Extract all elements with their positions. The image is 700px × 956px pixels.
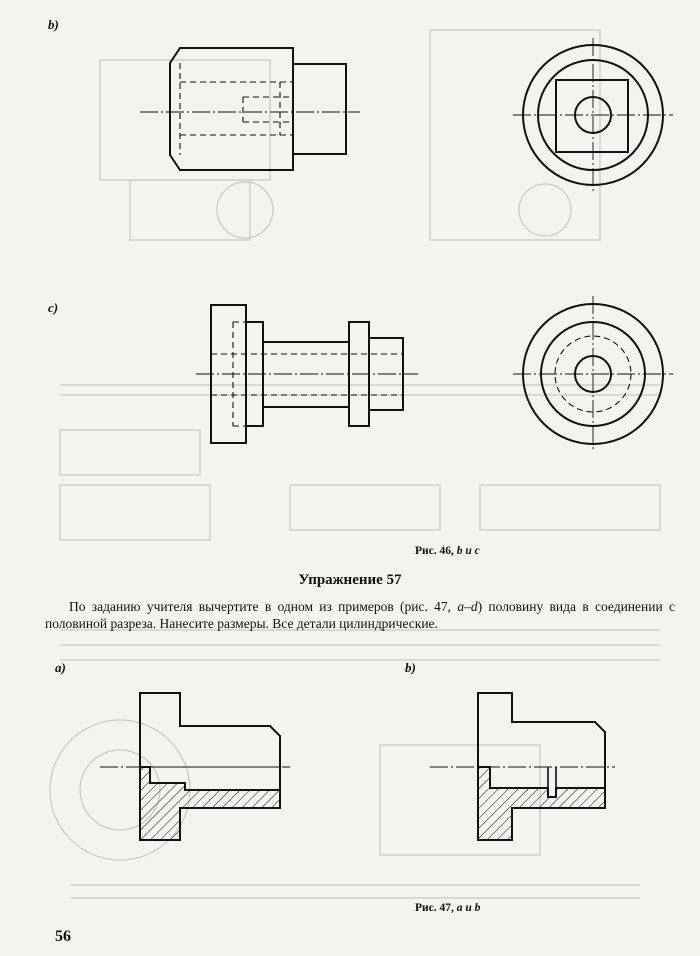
fig46c-front-view (196, 305, 418, 443)
exercise-text (45, 598, 675, 632)
exercise-title: Упражнение 57 (298, 572, 402, 588)
fig47a-half-view-half-section (100, 693, 290, 840)
fig46-caption-parts: b и c (456, 545, 480, 557)
fig47b-half-view-half-section (430, 693, 615, 840)
fig46b-side-view (513, 38, 673, 192)
fig46-caption (415, 545, 480, 557)
fig47-caption (415, 902, 480, 914)
fig47-caption-parts: a и b (456, 902, 481, 914)
fig46-label-c: c) (48, 300, 59, 315)
fig47-caption-prefix: Рис. 47, (415, 902, 457, 914)
page-number: 56 (55, 928, 71, 945)
fig46c-side-view (513, 296, 673, 452)
fig46-label-b: b) (48, 17, 59, 32)
exercise-text-before: По заданию учителя вычертите в одном из примеров (рис. 47, (69, 599, 458, 614)
fig46b-front-view (140, 48, 360, 170)
exercise-text-range: a–d (457, 599, 478, 614)
exercise-text-after: ) половину вида в соединении с половиной разреза. Нанесите размеры. Все детали цилиндрические. (45, 599, 675, 631)
fig47-label-a: a) (55, 660, 66, 675)
fig47-label-b: b) (405, 660, 416, 675)
fig46-caption-prefix: Рис. 46, (415, 545, 457, 557)
